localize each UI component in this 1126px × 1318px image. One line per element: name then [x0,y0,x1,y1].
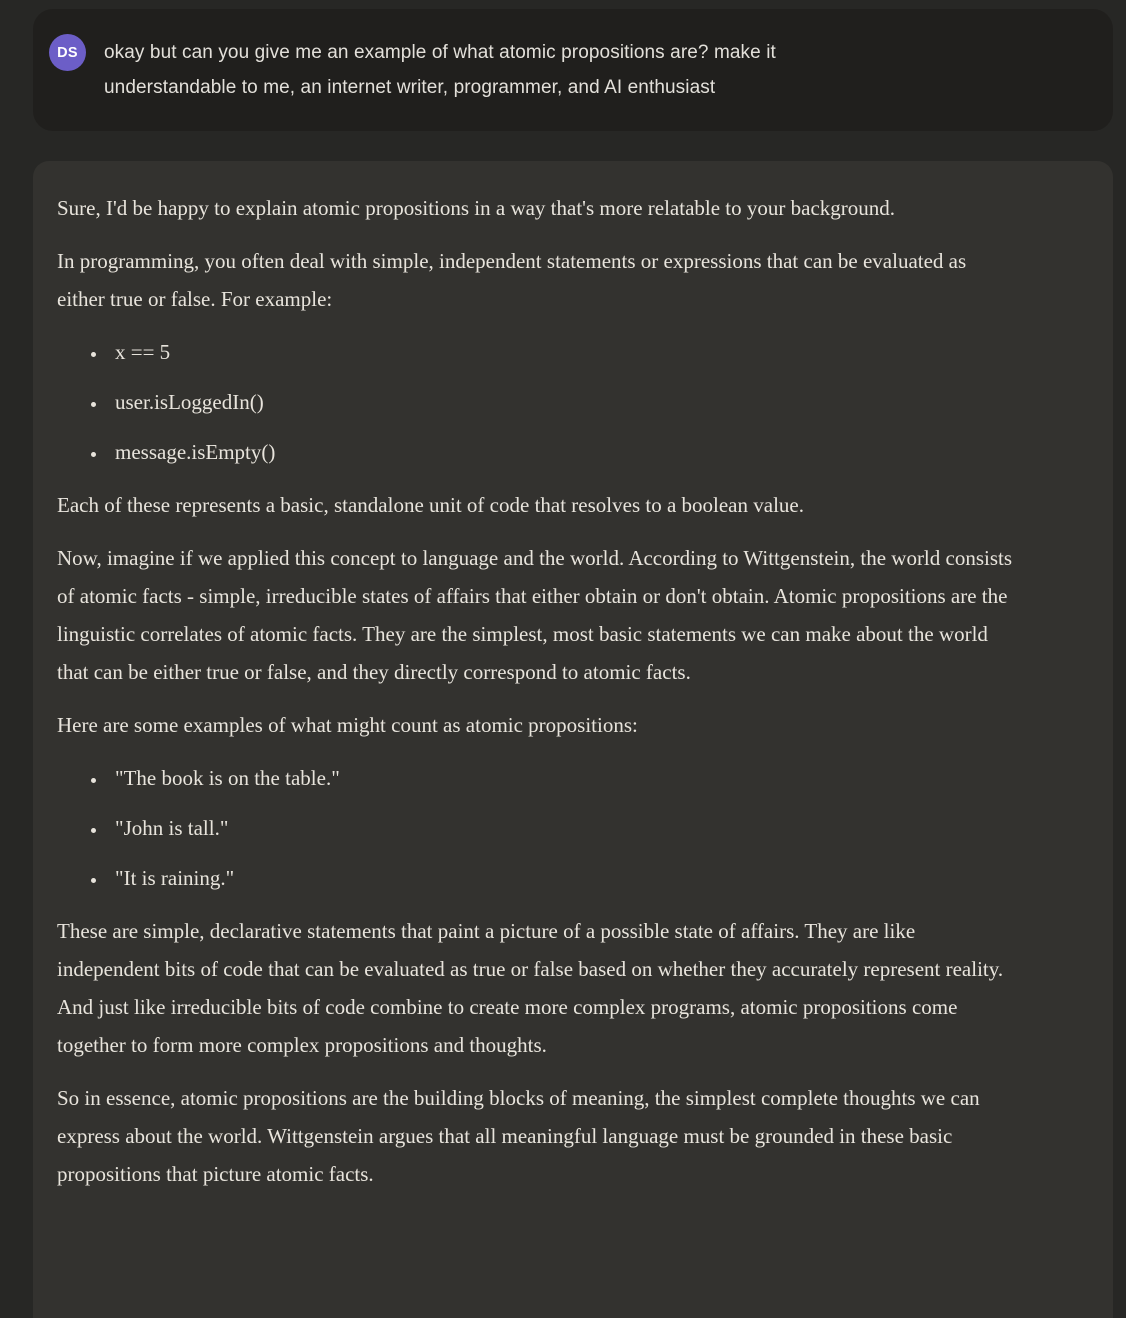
assistant-paragraph: Now, imagine if we applied this concept to language and the world. According to Wittgenstein, the world consists of atomic facts - simple, irreducible states of affairs that either obtain or don't obtain. Atomic propositions are the linguistic correlates of atomic facts. They are the simplest, most basic statements we can make about the world that can be either true or false, and they directly correspond to atomic facts. [57,546,1013,684]
assistant-list-item: • message.isEmpty() [108,433,1015,471]
assistant-list-item: • user.isLoggedIn() [108,383,1015,421]
assistant-bullet-list [57,333,1015,471]
assistant-paragraph: Each of these represents a basic, standalone unit of code that resolves to a boolean value. [57,493,804,517]
assistant-bullet-list [57,759,1015,897]
assistant-message-content [57,189,1015,1193]
assistant-paragraph: So in essence, atomic propositions are the building blocks of meaning, the simplest complete thoughts we can express about the world. Wittgenstein argues that all meaningful language must be grounded in these basic propositions that picture atomic facts. [57,1086,980,1186]
assistant-list-item: • "John is tall." [108,809,1015,847]
assistant-paragraph: Here are some examples of what might count as atomic propositions: [57,713,638,737]
assistant-paragraph: These are simple, declarative statements that paint a picture of a possible state of affairs. They are like independent bits of code that can be evaluated as true or false based on whether they accurately represent reality. And just like irreducible bits of code combine to create more complex programs, atomic propositions come together to form more complex propositions and thoughts. [57,919,1004,1057]
assistant-list-item: • "The book is on the table." [108,759,1015,797]
assistant-message [33,161,1113,1318]
user-avatar [49,34,86,71]
assistant-paragraph: Sure, I'd be happy to explain atomic propositions in a way that's more relatable to your background. [57,196,896,220]
user-message [33,9,1113,131]
assistant-list-item: • "It is raining." [108,859,1015,897]
assistant-paragraph: In programming, you often deal with simple, independent statements or expressions that can be evaluated as either true or false. For example: [57,249,967,311]
user-avatar-initials: DS [57,44,78,61]
user-message-text: okay but can you give me an example of what atomic propositions are? make it understandable to me, an internet writer, programmer, and AI enthusiast [104,42,776,98]
assistant-list-item: • x == 5 [108,333,1015,371]
